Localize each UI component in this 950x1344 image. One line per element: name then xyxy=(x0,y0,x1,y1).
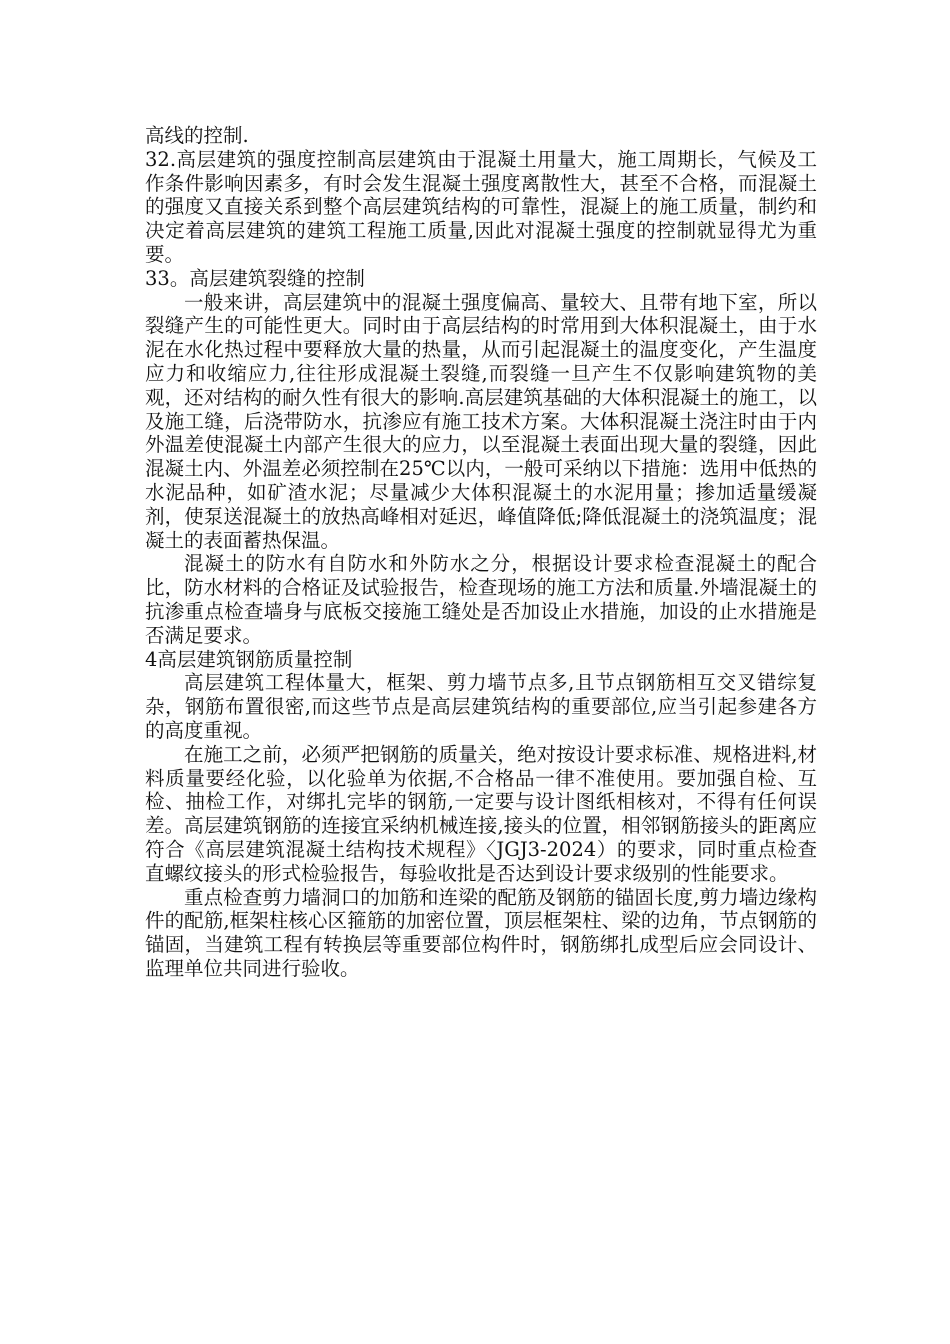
paragraph-continuation: 高线的控制. xyxy=(145,124,249,147)
paragraph-rebar-inspection: 在施工之前，必须严把钢筋的质量关，绝对按设计要求标准、规格进料,材料质量要经化验，以化验单为依据,不合格品一律不准使用。要加强自检、互检、抽检工作，对绑扎完毕的钢筋,一定要与设计图纸相核对，不得有任何误差。高层建筑钢筋的连接宜采纳机械连接,接头的位置，相邻钢筋接头的距离应符合《高层建筑混凝土结构技术规程》〈JGJ3-2024）的要求，同时重点检查直螺纹接头的形式检验报告，每验收批是否达到设计要求级别的性能要求。 xyxy=(145,742,817,885)
document-body xyxy=(145,124,817,981)
section-heading-crack-control: 33。高层建筑裂缝的控制 xyxy=(145,266,365,290)
paragraph-strength-control: 32.高层建筑的强度控制高层建筑由于混凝土用量大，施工周期长，气候及工作条件影响因素多，有时会发生混凝土强度离散性大，甚至不合格，而混凝土的强度又直接关系到整个高层建筑结构的可靠性，混凝上的施工质量，制约和决定着高层建筑的建筑工程施工质量,因此对混凝土强度的控制就显得尤为重要。 xyxy=(145,147,817,266)
paragraph-rebar-nodes: 高层建筑工程体量大，框架、剪力墙节点多,且节点钢筋相互交叉错综复杂，钢筋布置很密,而这些节点是高层建筑结构的重要部位,应当引起参建各方的高度重视。 xyxy=(145,671,817,742)
paragraph-rebar-acceptance: 重点检查剪力墙洞口的加筋和连梁的配筋及钢筋的锚固长度,剪力墙边缘构件的配筋,框架柱核心区箍筋的加密位置，顶层框架柱、梁的边角，节点钢筋的锚固，当建筑工程有转换层等重要部位构件时，钢筋绑扎成型后应会同设计、监理单位共同进行验收。 xyxy=(145,885,817,980)
section-heading-rebar-quality: 4高层建筑钢筋质量控制 xyxy=(145,647,353,671)
paragraph-crack-causes: 一般来讲，高层建筑中的混凝土强度偏高、量较大、且带有地下室，所以裂缝产生的可能性更大。同时由于高层结构的时常用到大体积混凝土，由于水泥在水化热过程中要释放大量的热量，从而引起混凝土的温度变化，产生温度应力和收缩应力,往往形成混凝土裂缝,而裂缝一旦产生不仅影响建筑物的美观，还对结构的耐久性有很大的影响.高层建筑基础的大体积混凝土的施工，以及施工缝，后浇带防水，抗渗应有施工技术方案。大体积混凝土浇注时由于内外温差使混凝土内部产生很大的应力，以至混凝土表面出现大量的裂缝，因此混凝土内、外温差必须控制在25℃以内，一般可采纳以下措施：选用中低热的水泥品种，如矿渣水泥；尽量减少大体积混凝土的水泥用量；掺加适量缓凝剂，使泵送混凝土的放热高峰相对延迟，峰值降低;降低混凝土的浇筑温度；混凝土的表面蓄热保温。 xyxy=(145,290,817,552)
paragraph-waterproofing: 混凝土的防水有自防水和外防水之分，根据设计要求检查混凝土的配合比，防水材料的合格证及试验报告，检查现场的施工方法和质量.外墙混凝土的抗渗重点检查墙身与底板交接施工缝处是否加设止水措施，加设的止水措施是否满足要求。 xyxy=(145,552,817,647)
